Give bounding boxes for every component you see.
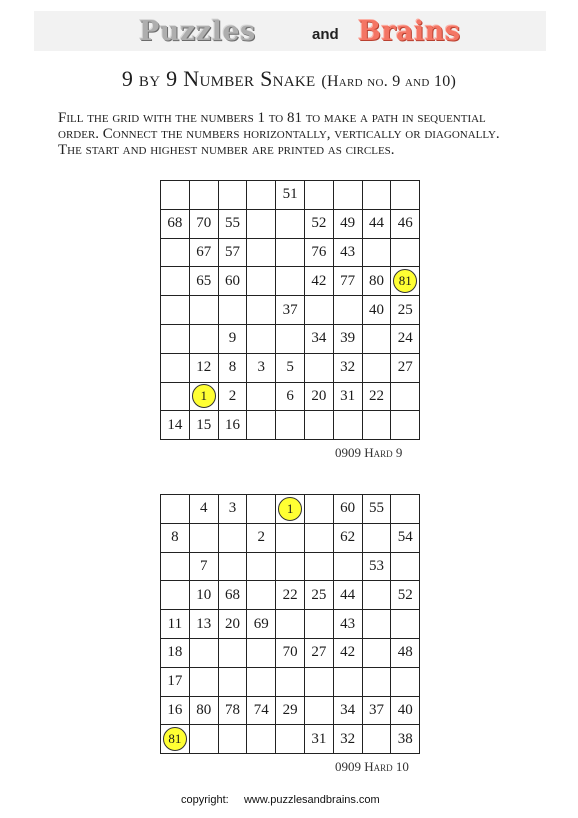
grid-cell[interactable]	[391, 553, 420, 582]
grid-cell[interactable]	[247, 725, 276, 754]
grid-cell[interactable]	[305, 296, 334, 325]
grid-cell[interactable]: 68	[219, 581, 248, 610]
grid-cell[interactable]: 51	[276, 181, 305, 210]
grid-cell[interactable]: 74	[247, 697, 276, 726]
grid-cell[interactable]	[161, 354, 190, 383]
grid-cell[interactable]	[161, 553, 190, 582]
instruction-line: The start and highest number are printed as circles.	[58, 142, 395, 158]
puzzle-label-hard-9: 0909 Hard 9	[335, 445, 403, 460]
grid-cell[interactable]	[190, 524, 219, 553]
grid-cell[interactable]	[219, 524, 248, 553]
grid-cell[interactable]: 15	[190, 411, 219, 440]
grid-cell[interactable]	[161, 181, 190, 210]
grid-cell[interactable]: 46	[391, 210, 420, 239]
grid-cell[interactable]	[276, 495, 305, 524]
grid-cell[interactable]: 16	[219, 411, 248, 440]
grid-cell[interactable]: 42	[305, 267, 334, 296]
grid-cell[interactable]	[363, 725, 392, 754]
grid-cell[interactable]: 54	[391, 524, 420, 553]
grid-cell[interactable]	[305, 354, 334, 383]
grid-cell[interactable]: 31	[305, 725, 334, 754]
grid-cell[interactable]: 2	[219, 383, 248, 412]
grid-cell[interactable]	[247, 210, 276, 239]
grid-cell[interactable]: 53	[363, 553, 392, 582]
grid-cell[interactable]	[247, 325, 276, 354]
grid-cell[interactable]	[276, 325, 305, 354]
grid-cell[interactable]	[190, 383, 219, 412]
grid-cell[interactable]	[276, 668, 305, 697]
grid-cell[interactable]	[391, 383, 420, 412]
grid-cell[interactable]: 52	[391, 581, 420, 610]
grid-cell[interactable]: 3	[247, 354, 276, 383]
grid-cell[interactable]	[247, 553, 276, 582]
grid-cell[interactable]	[334, 296, 363, 325]
grid-cell[interactable]	[161, 725, 190, 754]
grid-cell[interactable]: 69	[247, 610, 276, 639]
grid-cell[interactable]	[391, 239, 420, 268]
grid-cell[interactable]: 11	[161, 610, 190, 639]
grid-cell[interactable]	[247, 411, 276, 440]
grid-cell[interactable]	[305, 697, 334, 726]
grid-cell[interactable]	[247, 581, 276, 610]
grid-cell[interactable]	[190, 181, 219, 210]
grid-cell[interactable]: 8	[219, 354, 248, 383]
grid-cell[interactable]: 38	[391, 725, 420, 754]
grid-cell[interactable]	[276, 411, 305, 440]
grid-cell[interactable]: 68	[161, 210, 190, 239]
grid-cell[interactable]	[219, 725, 248, 754]
grid-cell[interactable]	[391, 495, 420, 524]
grid-cell[interactable]	[161, 296, 190, 325]
grid-cell[interactable]	[334, 181, 363, 210]
grid-cell[interactable]: 70	[276, 639, 305, 668]
grid-cell[interactable]: 4	[190, 495, 219, 524]
puzzle-grid-hard-10	[160, 494, 420, 754]
circled-number: 81	[393, 269, 417, 293]
grid-cell[interactable]	[190, 725, 219, 754]
grid-cell[interactable]: 27	[305, 639, 334, 668]
grid-cell[interactable]: 6	[276, 383, 305, 412]
grid-cell[interactable]	[305, 610, 334, 639]
grid-cell[interactable]	[276, 210, 305, 239]
grid-cell[interactable]: 80	[190, 697, 219, 726]
grid-cell[interactable]: 31	[334, 383, 363, 412]
puzzle-label-hard-10: 0909 Hard 10	[335, 759, 409, 774]
grid-cell[interactable]	[305, 553, 334, 582]
grid-cell[interactable]: 32	[334, 354, 363, 383]
grid-cell[interactable]: 65	[190, 267, 219, 296]
grid-cell[interactable]	[161, 239, 190, 268]
grid-cell[interactable]: 13	[190, 610, 219, 639]
grid-cell[interactable]	[363, 325, 392, 354]
grid-cell[interactable]: 25	[305, 581, 334, 610]
grid-cell[interactable]	[276, 610, 305, 639]
grid-cell[interactable]	[363, 239, 392, 268]
puzzle-grid-hard-9	[160, 180, 420, 440]
grid-cell[interactable]	[391, 267, 420, 296]
grid-cell[interactable]: 24	[391, 325, 420, 354]
grid-cell[interactable]	[161, 267, 190, 296]
brand-brains: Brains	[358, 16, 461, 47]
grid-cell[interactable]	[190, 668, 219, 697]
title-sub: (Hard no. 9 and 10)	[321, 73, 457, 90]
grid-cell[interactable]	[305, 495, 334, 524]
grid-cell[interactable]: 9	[219, 325, 248, 354]
circled-number: 1	[192, 384, 216, 408]
grid-cell[interactable]: 37	[363, 697, 392, 726]
grid-cell[interactable]	[305, 411, 334, 440]
grid-cell[interactable]: 22	[276, 581, 305, 610]
grid-cell[interactable]	[247, 181, 276, 210]
grid-cell[interactable]	[276, 524, 305, 553]
grid-cell[interactable]: 5	[276, 354, 305, 383]
grid-cell[interactable]	[219, 668, 248, 697]
grid-cell[interactable]: 20	[219, 610, 248, 639]
grid-cell[interactable]: 10	[190, 581, 219, 610]
grid-cell[interactable]: 7	[190, 553, 219, 582]
grid-cell[interactable]	[276, 553, 305, 582]
grid-cell[interactable]	[161, 325, 190, 354]
grid-cell[interactable]: 52	[305, 210, 334, 239]
grid-cell[interactable]: 80	[363, 267, 392, 296]
grid-cell[interactable]: 60	[334, 495, 363, 524]
copyright-footer	[181, 794, 380, 806]
grid-cell[interactable]: 57	[219, 239, 248, 268]
grid-cell[interactable]: 32	[334, 725, 363, 754]
grid-cell[interactable]	[247, 239, 276, 268]
grid-cell[interactable]: 34	[305, 325, 334, 354]
grid-cell[interactable]	[247, 495, 276, 524]
grid-cell[interactable]: 48	[391, 639, 420, 668]
grid-cell[interactable]: 67	[190, 239, 219, 268]
grid-cell[interactable]: 8	[161, 524, 190, 553]
grid-cell[interactable]	[190, 639, 219, 668]
grid-cell[interactable]: 78	[219, 697, 248, 726]
grid-cell[interactable]: 43	[334, 610, 363, 639]
grid-cell[interactable]: 42	[334, 639, 363, 668]
grid-cell[interactable]	[305, 181, 334, 210]
grid-cell[interactable]: 70	[190, 210, 219, 239]
title-main: 9 by 9 Number Snake	[121, 66, 316, 91]
grid-cell[interactable]	[334, 553, 363, 582]
grid-cell[interactable]	[363, 668, 392, 697]
grid-cell[interactable]	[190, 296, 219, 325]
grid-cell[interactable]	[334, 668, 363, 697]
grid-cell[interactable]: 77	[334, 267, 363, 296]
grid-cell[interactable]: 14	[161, 411, 190, 440]
grid-cell[interactable]	[276, 239, 305, 268]
circled-number: 81	[163, 727, 187, 751]
grid-cell[interactable]: 60	[219, 267, 248, 296]
grid-cell[interactable]	[247, 296, 276, 325]
copyright-url[interactable]: www.puzzlesandbrains.com	[243, 794, 380, 806]
grid-cell[interactable]	[161, 581, 190, 610]
grid-cell[interactable]: 16	[161, 697, 190, 726]
grid-cell[interactable]	[190, 325, 219, 354]
grid-cell[interactable]	[276, 725, 305, 754]
grid-cell[interactable]	[391, 610, 420, 639]
grid-cell[interactable]	[161, 383, 190, 412]
grid-cell[interactable]: 25	[391, 296, 420, 325]
grid-cell[interactable]	[247, 639, 276, 668]
grid-cell[interactable]: 44	[363, 210, 392, 239]
instruction-line: Fill the grid with the numbers 1 to 81 to make a path in sequential	[58, 110, 486, 126]
grid-cell[interactable]: 55	[363, 495, 392, 524]
grid-cell[interactable]	[305, 668, 334, 697]
grid-cell[interactable]: 44	[334, 581, 363, 610]
grid-cell[interactable]: 43	[334, 239, 363, 268]
grid-cell[interactable]: 29	[276, 697, 305, 726]
grid-cell[interactable]	[276, 267, 305, 296]
instruction-line: order. Connect the numbers horizontally, vertically or diagonally.	[58, 126, 500, 142]
grid-cell[interactable]: 39	[334, 325, 363, 354]
grid-cell[interactable]	[219, 639, 248, 668]
grid-cell[interactable]	[247, 668, 276, 697]
grid-cell[interactable]: 22	[363, 383, 392, 412]
grid-cell[interactable]: 40	[391, 697, 420, 726]
grid-cell[interactable]	[219, 553, 248, 582]
grid-cell[interactable]: 17	[161, 668, 190, 697]
grid-cell[interactable]: 18	[161, 639, 190, 668]
header-banner	[34, 11, 546, 51]
grid-cell[interactable]: 55	[219, 210, 248, 239]
instructions	[58, 110, 558, 158]
grid-cell[interactable]: 34	[334, 697, 363, 726]
grid-cell[interactable]	[363, 411, 392, 440]
grid-cell[interactable]	[219, 181, 248, 210]
grid-cell[interactable]	[363, 524, 392, 553]
grid-cell[interactable]: 12	[190, 354, 219, 383]
grid-cell[interactable]	[363, 354, 392, 383]
grid-cell[interactable]	[363, 639, 392, 668]
grid-cell[interactable]: 37	[276, 296, 305, 325]
grid-cell[interactable]	[391, 668, 420, 697]
grid-cell[interactable]: 76	[305, 239, 334, 268]
grid-cell[interactable]	[305, 524, 334, 553]
grid-cell[interactable]	[363, 610, 392, 639]
brand-puzzles: Puzzles	[139, 16, 256, 47]
page-title	[0, 66, 578, 92]
brand-and: and	[312, 26, 339, 43]
copyright-label: copyright:	[181, 794, 229, 806]
grid-cell[interactable]	[247, 383, 276, 412]
grid-cell[interactable]: 3	[219, 495, 248, 524]
grid-cell[interactable]: 20	[305, 383, 334, 412]
grid-cell[interactable]	[391, 181, 420, 210]
grid-cell[interactable]: 62	[334, 524, 363, 553]
grid-cell[interactable]: 27	[391, 354, 420, 383]
grid-cell[interactable]: 2	[247, 524, 276, 553]
grid-cell[interactable]	[363, 581, 392, 610]
grid-cell[interactable]	[247, 267, 276, 296]
grid-cell[interactable]	[161, 495, 190, 524]
grid-cell[interactable]	[219, 296, 248, 325]
grid-cell[interactable]: 40	[363, 296, 392, 325]
circled-number: 1	[278, 497, 302, 521]
grid-cell[interactable]	[334, 411, 363, 440]
grid-cell[interactable]	[391, 411, 420, 440]
grid-cell[interactable]	[363, 181, 392, 210]
grid-cell[interactable]: 49	[334, 210, 363, 239]
